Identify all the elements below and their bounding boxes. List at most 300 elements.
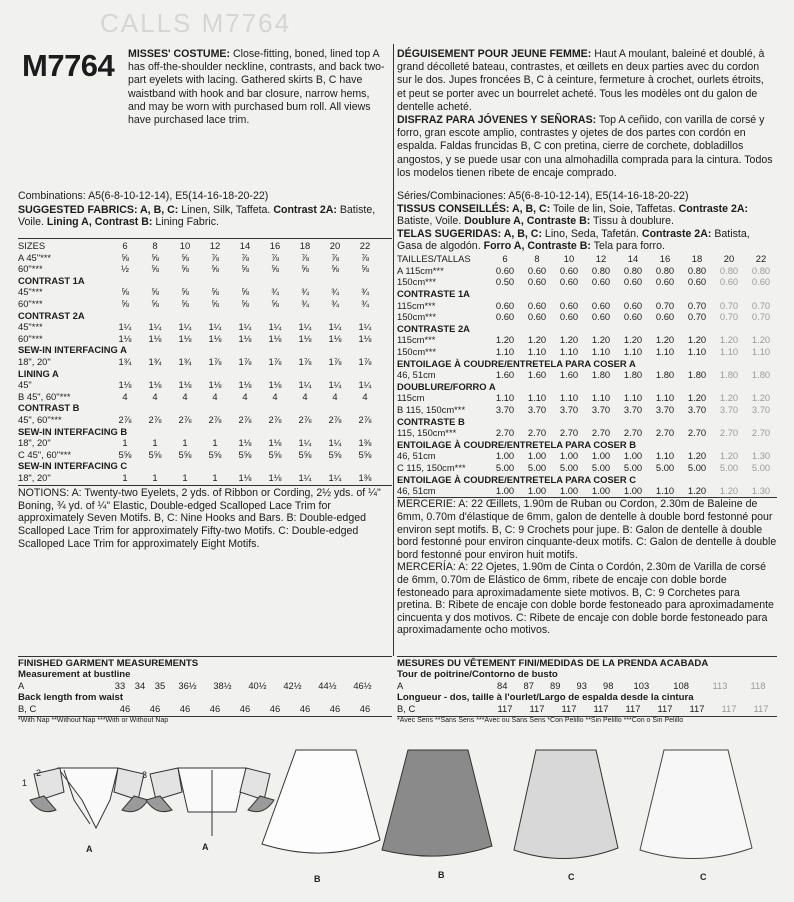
measurement-cell: 34 xyxy=(134,680,146,692)
yardage-cell: 2.70 xyxy=(719,427,739,439)
yardage-cell: ⅝ xyxy=(181,298,189,310)
yardage-cell: ⅞ xyxy=(241,251,249,263)
yardage-cell: 1⅜ xyxy=(358,471,372,483)
bodice-back-drawing xyxy=(146,768,274,836)
measurement-cell: 113 xyxy=(712,680,728,692)
left-finished-measurements xyxy=(18,656,392,724)
section-label: SEW-IN INTERFACING C xyxy=(18,460,128,472)
row-label: 60"*** xyxy=(18,298,43,310)
english-description xyxy=(128,48,390,127)
yardage-cell: ¾ xyxy=(301,286,309,298)
bust-label: Measurement at bustline xyxy=(18,669,131,680)
row-label: A 115cm*** xyxy=(397,264,444,276)
row-label: 115, 150cm*** xyxy=(397,427,457,439)
yardage-cell: 0.50 xyxy=(495,276,515,288)
table-row xyxy=(397,276,777,288)
bust-label-fr: Tour de poitrine/Contorno de busto xyxy=(397,669,558,680)
yardage-cell: 0.80 xyxy=(687,264,707,276)
yardage-cell: 0.60 xyxy=(751,276,771,288)
yardage-cell: 1.00 xyxy=(591,485,611,497)
section-row xyxy=(397,323,777,335)
size-cell: 16 xyxy=(269,240,281,252)
yardage-cell: 5.00 xyxy=(655,461,675,473)
size-cell: 16 xyxy=(659,253,671,265)
yardage-cell: ¾ xyxy=(361,298,369,310)
row-label: 45" xyxy=(18,379,32,391)
yardage-cell: ⅝ xyxy=(151,286,159,298)
table-row xyxy=(397,334,777,346)
yardage-cell: ⅝ xyxy=(331,263,339,275)
es-heading: DISFRAZ PARA JÓVENES Y SEÑORAS: xyxy=(397,114,597,127)
yardage-cell: 2⅞ xyxy=(358,413,372,425)
measurement-cell: 46 xyxy=(239,702,251,714)
yardage-cell: 1.60 xyxy=(559,369,579,381)
measurement-cell: 84 xyxy=(497,680,508,692)
table-row xyxy=(18,321,380,333)
yardage-cell: 5.00 xyxy=(559,461,579,473)
yardage-cell: 1.00 xyxy=(495,450,515,462)
suggested-fabrics xyxy=(18,204,392,229)
faded-header: CALLS M7764 xyxy=(100,8,292,38)
yardage-cell: 0.60 xyxy=(591,311,611,323)
yardage-cell: ⅝ xyxy=(211,298,219,310)
table-row xyxy=(397,311,777,323)
measurement-cell: 46 xyxy=(359,702,371,714)
yardage-cell: 1⅞ xyxy=(208,356,222,368)
yardage-cell: 5⅝ xyxy=(328,448,342,460)
telas-sugeridas: TELAS SUGERIDAS: A, B, C: Lino, Seda, Tafetán. Contraste 2A: Batista, Gasa de algodón. Forro A, Contraste B: Tela para forro. xyxy=(397,227,750,253)
measurement-cell: 42½ xyxy=(283,680,302,692)
yardage-cell: 5⅝ xyxy=(208,448,222,460)
yardage-cell: 0.80 xyxy=(719,264,739,276)
measurement-cell: 46 xyxy=(329,702,341,714)
yardage-cell: 0.70 xyxy=(751,311,771,323)
yardage-cell: 0.60 xyxy=(655,276,675,288)
yardage-cell: 1.30 xyxy=(751,485,771,497)
skirt-c-back-drawing xyxy=(640,750,752,859)
size-cell: 22 xyxy=(359,240,371,252)
section-row xyxy=(18,367,380,379)
sizes-header-row xyxy=(397,253,777,265)
yardage-cell: 2.70 xyxy=(687,427,707,439)
yardage-cell: ⅝ xyxy=(301,263,309,275)
yardage-cell: 0.70 xyxy=(719,299,739,311)
row-label: 45"*** xyxy=(18,286,43,298)
sizes-label: SIZES xyxy=(18,240,46,252)
yardage-cell: 1 xyxy=(122,471,128,483)
yardage-cell: ⅞ xyxy=(271,251,279,263)
yardage-cell: ⅞ xyxy=(361,251,369,263)
yardage-cell: 1.20 xyxy=(623,334,643,346)
measurement-cell: 35 xyxy=(154,680,166,692)
yardage-cell: 0.60 xyxy=(527,276,547,288)
row-label: 115cm*** xyxy=(397,299,436,311)
yardage-cell: 3.70 xyxy=(495,403,515,415)
yardage-cell: 1¾ xyxy=(178,356,192,368)
measurement-cell: 46 xyxy=(269,702,281,714)
yardage-cell: 5⅝ xyxy=(358,448,372,460)
measurement-cell: 117 xyxy=(561,702,577,714)
yardage-cell: 1.10 xyxy=(687,346,707,358)
row-label: 45", 60"*** xyxy=(18,413,62,425)
yardage-cell: 4 xyxy=(302,390,308,402)
size-cell: 18 xyxy=(299,240,311,252)
column-divider xyxy=(393,44,394,656)
yardage-cell: 5⅝ xyxy=(268,448,282,460)
yardage-cell: 1.10 xyxy=(591,346,611,358)
yardage-cell: 1.10 xyxy=(495,392,515,404)
yardage-cell: 1⅛ xyxy=(208,379,222,391)
yardage-cell: 1.20 xyxy=(719,392,739,404)
yardage-cell: 1.10 xyxy=(751,346,771,358)
description-text: Close-fitting, boned, lined top A has off-the-shoulder neckline, contrasts, and back two-part eyelets with lacing. Gathered skirts B, C have waistband with hook and bar closure, narrow hems, and may be worn with purchased bum roll. All views have purchased lace trim. xyxy=(128,48,385,127)
label-b-front: B xyxy=(314,874,321,884)
yardage-cell: 3.70 xyxy=(687,403,707,415)
left-column xyxy=(18,190,392,550)
yardage-cell: 1.20 xyxy=(719,450,739,462)
measurement-row xyxy=(397,680,777,692)
row-label: C 45", 60"*** xyxy=(18,448,72,460)
yardage-cell: 4 xyxy=(362,390,368,402)
section-label: ENTOILAGE À COUDRE/ENTRETELA PARA COSER A xyxy=(397,357,636,369)
measurement-cell: 93 xyxy=(576,680,587,692)
yardage-cell: 0.60 xyxy=(623,276,643,288)
yardage-cell: 5.00 xyxy=(751,461,771,473)
label-c-back: C xyxy=(700,872,707,882)
bust-table-fr xyxy=(397,680,777,692)
row-label: B, C xyxy=(18,702,37,714)
yardage-cell: 1¾ xyxy=(148,356,162,368)
yardage-cell: 1.80 xyxy=(751,369,771,381)
table-row xyxy=(397,450,777,462)
yardage-cell: 1⅞ xyxy=(328,356,342,368)
section-row xyxy=(397,473,777,485)
size-cell: 22 xyxy=(755,253,767,265)
row-label: B, C xyxy=(397,702,416,714)
section-label: SEW-IN INTERFACING A xyxy=(18,344,127,356)
yardage-cell: 1¼ xyxy=(328,471,342,483)
yardage-cell: 1⅛ xyxy=(208,332,222,344)
yardage-cell: 3.70 xyxy=(719,403,739,415)
yardage-cell: 1.20 xyxy=(719,334,739,346)
measurement-cell: 117 xyxy=(721,702,737,714)
yardage-cell: ⅝ xyxy=(181,251,189,263)
yardage-cell: 1⅛ xyxy=(268,471,282,483)
yardage-cell: 1.30 xyxy=(751,450,771,462)
yardage-cell: ⅝ xyxy=(271,263,279,275)
yardage-cell: 1.80 xyxy=(655,369,675,381)
yardage-cell: 1⅛ xyxy=(298,332,312,344)
table-row xyxy=(18,472,380,484)
row-label: B 45", 60"*** xyxy=(18,390,71,402)
yardage-cell: 1.80 xyxy=(719,369,739,381)
measurement-cell: 108 xyxy=(673,680,689,692)
section-row xyxy=(397,288,777,300)
mercerie: MERCERIE: A: 22 Œillets, 1.90m de Ruban ou Cordon, 2.30m de Baleine de 6mm, 0.70m d'élastique de 6mm, galon de dentelle à double bord festonné pour environ sept motifs. B, C: 9 Crochets pour jupe. B: Galon de dentelle à double bord festonné pour environ cinquante-deux motifs. C: Galon de dentelle à double bord festonné pour environ huit motifs. xyxy=(397,498,777,561)
measurement-cell: 117 xyxy=(497,702,513,714)
yardage-cell: 3.70 xyxy=(527,403,547,415)
section-label: CONTRAST 2A xyxy=(18,309,85,321)
yardage-cell: 1.80 xyxy=(687,369,707,381)
yardage-cell: ¾ xyxy=(331,298,339,310)
measurement-cell: 33 xyxy=(114,680,126,692)
yardage-cell: 1 xyxy=(182,437,188,449)
yardage-cell: 1.20 xyxy=(591,334,611,346)
yardage-cell: 1.10 xyxy=(719,346,739,358)
table-row xyxy=(18,333,380,345)
yardage-cell: ⅝ xyxy=(211,286,219,298)
size-cell: 12 xyxy=(209,240,221,252)
yardage-cell: 1⅛ xyxy=(118,379,132,391)
yardage-cell: 2.70 xyxy=(559,427,579,439)
yardage-cell: 1.20 xyxy=(559,334,579,346)
section-row xyxy=(18,402,380,414)
finished-title-fr: MESURES DU VÊTEMENT FINI/MEDIDAS DE LA PRENDA ACABADA xyxy=(397,658,709,669)
measurement-cell: 117 xyxy=(593,702,609,714)
measurement-cell: 46 xyxy=(119,702,131,714)
nap-footnote: *With Nap **Without Nap ***With or Without Nap xyxy=(18,717,169,725)
yardage-cell: 0.60 xyxy=(559,299,579,311)
measurement-cell: 117 xyxy=(753,702,769,714)
yardage-cell: 0.60 xyxy=(655,311,675,323)
measurement-cell: 117 xyxy=(657,702,673,714)
section-row xyxy=(18,344,380,356)
yardage-cell: ⅝ xyxy=(271,298,279,310)
yardage-cell: 1¼ xyxy=(328,437,342,449)
yardage-cell: 1¾ xyxy=(118,356,132,368)
size-cell: 14 xyxy=(627,253,639,265)
yardage-cell: 5.00 xyxy=(591,461,611,473)
yardage-cell: ⅝ xyxy=(241,298,249,310)
yardage-cell: 0.80 xyxy=(591,264,611,276)
sizes-header-row xyxy=(18,240,380,252)
yardage-cell: 4 xyxy=(242,390,248,402)
yardage-cell: 1 xyxy=(122,437,128,449)
yardage-cell: 3.70 xyxy=(559,403,579,415)
yardage-cell: 5.00 xyxy=(495,461,515,473)
yardage-cell: 5.00 xyxy=(527,461,547,473)
yardage-cell: 0.60 xyxy=(559,276,579,288)
yardage-cell: 1.10 xyxy=(559,392,579,404)
row-label: 46, 51cm xyxy=(397,485,436,497)
measurement-cell: 44½ xyxy=(318,680,337,692)
yardage-cell: 4 xyxy=(122,390,128,402)
measurement-cell: 46 xyxy=(149,702,161,714)
yardage-cell: 1⅛ xyxy=(148,379,162,391)
yardage-cell: 1⅞ xyxy=(238,356,252,368)
yardage-cell: 2.70 xyxy=(623,427,643,439)
nap-footnote-fr: *Avec Sens **Sans Sens ***Avec ou Sans Sens *Con Pelillo **Sin Pelillo ***Con o Sin Pelillo xyxy=(397,717,684,725)
yardage-cell: 1⅛ xyxy=(328,332,342,344)
size-cell: 6 xyxy=(122,240,128,252)
tissus-conseilles: TISSUS CONSEILLÉS: A, B, C: Toile de lin, Soie, Taffetas. Contraste 2A: Batiste, Voile. Doublure A, Contraste B: Tissu à doublure. xyxy=(397,202,749,228)
yardage-cell: 5⅝ xyxy=(298,448,312,460)
section-label: CONTRAST 1A xyxy=(18,274,85,286)
table-row xyxy=(18,251,380,263)
yardage-table xyxy=(18,240,380,483)
yardage-cell: 1⅞ xyxy=(268,356,282,368)
table-row xyxy=(397,369,777,381)
yardage-cell: ⅝ xyxy=(241,286,249,298)
yardage-cell: 1¼ xyxy=(178,321,192,333)
metric-yardage-table xyxy=(397,253,777,496)
yardage-cell: 0.60 xyxy=(495,299,515,311)
back-length-table xyxy=(18,703,380,715)
yardage-cell: 1.20 xyxy=(751,334,771,346)
yardage-cell: 0.60 xyxy=(495,264,515,276)
sizes-label: TAILLES/TALLAS xyxy=(397,253,471,265)
measurement-cell: 89 xyxy=(550,680,561,692)
french-spanish-description xyxy=(397,48,775,180)
yardage-cell: 1⅛ xyxy=(178,379,192,391)
yardage-cell: 1⅜ xyxy=(358,437,372,449)
yardage-cell: ⅝ xyxy=(121,298,129,310)
yardage-cell: 1⅛ xyxy=(238,437,252,449)
yardage-cell: ⅝ xyxy=(361,263,369,275)
yardage-cell: 1⅛ xyxy=(268,332,282,344)
section-row xyxy=(397,357,777,369)
fabrics-heading: SUGGESTED FABRICS: A, B, C: xyxy=(18,203,179,216)
yardage-cell: 1⅛ xyxy=(238,471,252,483)
fr-text: Haut A moulant, baleiné et doublé, à grand décolleté bateau, contrastes, et œillets en deux parties avec du cordon sur le dos. Jupes froncées B, C à ceinture, fermeture à crochet, ourlets étroits, et peut se porter avec un bourrelet acheté. Tous les modèles ont du galon de dentelle acheté. xyxy=(397,48,765,113)
yardage-cell: 0.70 xyxy=(687,299,707,311)
back-length-label: Back length from waist xyxy=(18,691,124,703)
yardage-cell: 1.00 xyxy=(623,450,643,462)
row-label: 150cm*** xyxy=(397,311,437,323)
merceria: MERCERÍA: A: 22 Ojetes, 1.90m de Cinta o Cordón, 2.30m de Varilla de corsé de 6mm, 0.70m de Elástico de 6mm, ribete de encaje con doble borde festoneado para aproximadamente siete motivos. B, C: 9 Corchetes para pretina. B: Ribete de encaje con doble borde festoneado para aproximadamente cincuenta y dos motivos. C: Ribete de encaje con doble borde festoneado para aproximadamente ocho motivos. xyxy=(397,561,774,637)
yardage-cell: 1.10 xyxy=(527,346,547,358)
yardage-cell: 1.10 xyxy=(495,346,515,358)
yardage-cell: 2⅞ xyxy=(118,413,132,425)
yardage-cell: 1¼ xyxy=(148,321,162,333)
yardage-cell: 1.00 xyxy=(559,450,579,462)
yardage-cell: 2⅞ xyxy=(208,413,222,425)
measurement-cell: 117 xyxy=(529,702,545,714)
section-label: CONTRAST B xyxy=(18,402,80,414)
table-row xyxy=(18,414,380,426)
yardage-cell: 5.00 xyxy=(719,461,739,473)
yardage-cell: 1.20 xyxy=(751,392,771,404)
yardage-cell: 0.80 xyxy=(751,264,771,276)
size-cell: 20 xyxy=(329,240,341,252)
table-row xyxy=(18,356,380,368)
back-length-table-fr xyxy=(397,703,777,715)
yardage-cell: 4 xyxy=(212,390,218,402)
yardage-cell: 1¼ xyxy=(268,321,282,333)
label-a-back: A xyxy=(202,842,209,852)
yardage-cell: 1.20 xyxy=(527,334,547,346)
yardage-cell: 1⅛ xyxy=(268,437,282,449)
measurement-cell: 118 xyxy=(750,680,766,692)
yardage-cell: 0.60 xyxy=(591,276,611,288)
yardage-cell: 1⅛ xyxy=(238,332,252,344)
yardage-cell: 1.80 xyxy=(623,369,643,381)
size-cell: 14 xyxy=(239,240,251,252)
yardage-cell: ⅝ xyxy=(181,286,189,298)
yardage-cell: 0.60 xyxy=(527,299,547,311)
measurement-cell: 46 xyxy=(299,702,311,714)
bodice-front-drawing xyxy=(22,768,148,828)
yardage-cell: 1 xyxy=(152,471,158,483)
size-cell: 20 xyxy=(723,253,735,265)
yardage-cell: 0.60 xyxy=(495,311,515,323)
yardage-cell: ⅞ xyxy=(211,251,219,263)
yardage-cell: ½ xyxy=(121,263,129,275)
yardage-cell: ⅝ xyxy=(241,263,249,275)
table-row xyxy=(397,462,777,474)
yardage-cell: ⅞ xyxy=(301,251,309,263)
measurement-cell: 46 xyxy=(209,702,221,714)
description-heading: MISSES' COSTUME: xyxy=(128,48,230,60)
yardage-cell: ¾ xyxy=(331,286,339,298)
row-label: B 115, 150cm*** xyxy=(397,403,466,415)
yardage-cell: 5⅝ xyxy=(238,448,252,460)
size-cell: 6 xyxy=(502,253,508,265)
yardage-cell: ⅝ xyxy=(211,263,219,275)
measurement-cell: 46 xyxy=(179,702,191,714)
yardage-cell: 1¼ xyxy=(298,321,312,333)
section-row xyxy=(18,425,380,437)
yardage-cell: 2.70 xyxy=(655,427,675,439)
size-cell: 8 xyxy=(534,253,540,265)
section-label: CONTRASTE B xyxy=(397,415,465,427)
row-label: 18", 20" xyxy=(18,437,51,449)
yardage-cell: 1¼ xyxy=(358,321,372,333)
measurement-row xyxy=(397,703,777,715)
back-length-label-fr: Longueur - dos, taille à l'ourlet/Largo de espalda desde la cintura xyxy=(397,691,694,703)
yardage-cell: 1⅛ xyxy=(238,379,252,391)
yardage-cell: 1¼ xyxy=(238,321,252,333)
measurement-cell: 87 xyxy=(523,680,534,692)
yardage-cell: 1.00 xyxy=(527,485,547,497)
yardage-cell: 1¼ xyxy=(298,379,312,391)
yardage-cell: 1.80 xyxy=(591,369,611,381)
label-c-front: C xyxy=(568,872,575,882)
yardage-cell: 1⅛ xyxy=(268,379,282,391)
yardage-cell: 4 xyxy=(272,390,278,402)
section-label: ENTOILAGE À COUDRE/ENTRETELA PARA COSER C xyxy=(397,473,637,485)
yardage-cell: ⅝ xyxy=(181,263,189,275)
table-row xyxy=(18,448,380,460)
yardage-cell: 1.60 xyxy=(527,369,547,381)
yardage-cell: 1 xyxy=(152,437,158,449)
measurement-row xyxy=(18,703,380,715)
measurement-cell: 98 xyxy=(603,680,614,692)
yardage-cell: 0.60 xyxy=(591,299,611,311)
yardage-cell: 0.60 xyxy=(687,276,707,288)
fr-heading: DÉGUISEMENT POUR JEUNE FEMME: xyxy=(397,48,592,60)
skirt-b-back-drawing xyxy=(382,750,492,856)
notions: NOTIONS: A: Twenty-two Eyelets, 2 yds. of Ribbon or Cording, 2½ yds. of ¼" Boning, ¾ yd. of ¼" Elastic, Double-edged Scalloped Lace Trim for approximately Seven Motifs. B, C: Nine Hooks and Bars. B: Double-edged Scalloped Lace Trim for approximately Fifty-two Motifs. C: Double-edged Scalloped Lace Trim for approximately Eight Motifs. xyxy=(18,487,381,550)
skirt-b-front-drawing xyxy=(262,750,380,853)
yardage-cell: 1.20 xyxy=(687,392,707,404)
yardage-cell: 1¼ xyxy=(298,471,312,483)
row-label: C 115, 150cm*** xyxy=(397,461,466,473)
yardage-cell: 3.70 xyxy=(751,403,771,415)
section-row xyxy=(18,275,380,287)
yardage-cell: 5⅝ xyxy=(178,448,192,460)
yardage-cell: 1⅛ xyxy=(358,332,372,344)
yardage-cell: 1.10 xyxy=(527,392,547,404)
measurement-row xyxy=(18,680,380,692)
skirt-c-front-drawing xyxy=(514,750,618,859)
yardage-cell: 0.60 xyxy=(719,276,739,288)
yardage-cell: 1⅛ xyxy=(178,332,192,344)
yardage-cell: 2⅞ xyxy=(238,413,252,425)
yardage-cell: 1.20 xyxy=(687,334,707,346)
callout-1: 1 xyxy=(22,778,28,788)
yardage-cell: 1⅞ xyxy=(358,356,372,368)
